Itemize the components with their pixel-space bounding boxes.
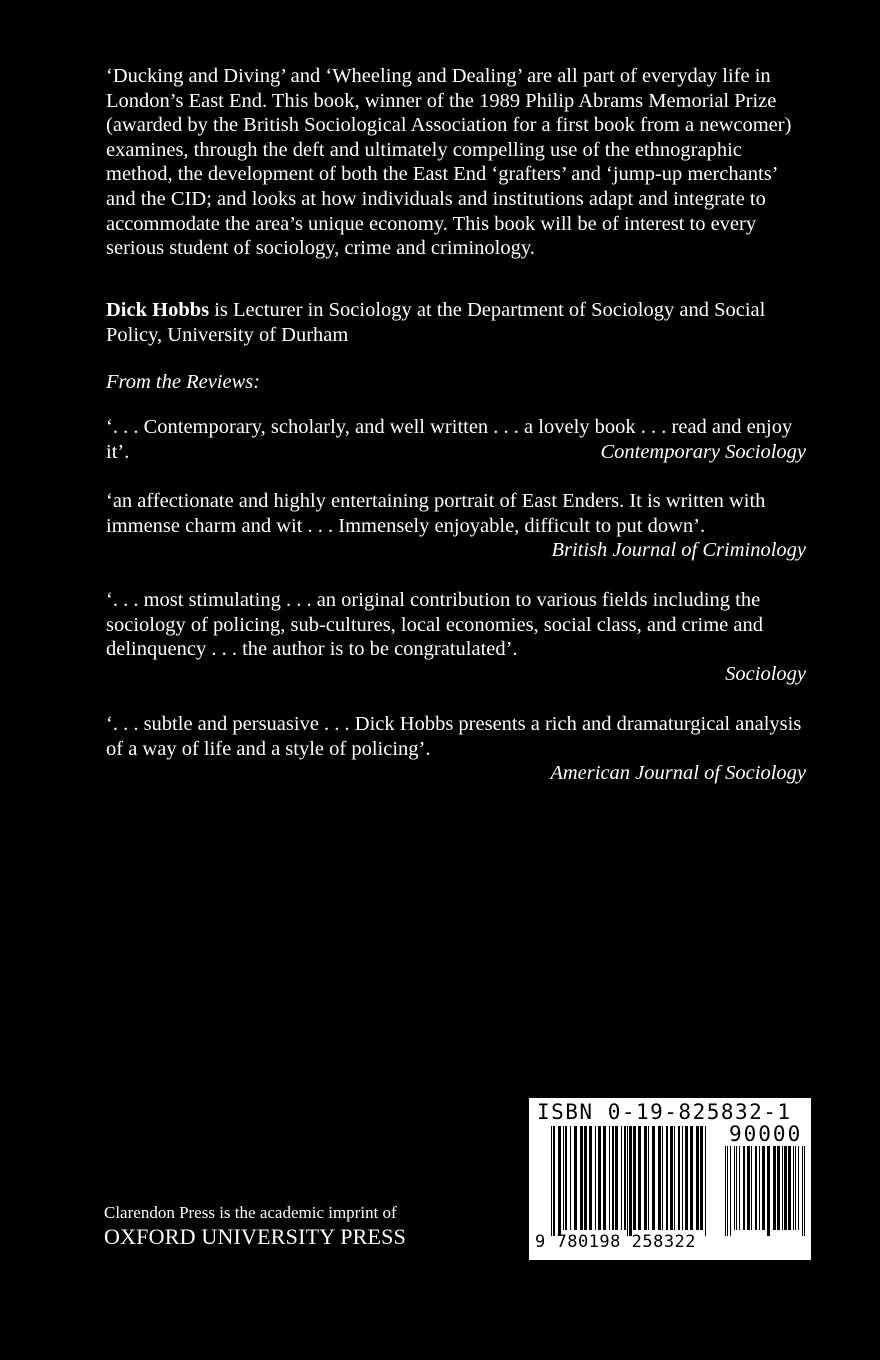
- author-bio: [106, 298, 806, 347]
- barcode-bar: [793, 1146, 794, 1230]
- barcode-bar: [615, 1126, 618, 1230]
- barcode-bar: [727, 1146, 728, 1236]
- barcode-bar: [621, 1126, 622, 1230]
- barcode-bar: [563, 1126, 564, 1230]
- barcode-bar: [658, 1126, 661, 1230]
- isbn-label: ISBN 0-19-825832-1: [537, 1100, 792, 1124]
- review-3: [106, 588, 806, 686]
- barcode-bar: [652, 1126, 655, 1230]
- barcode-bar: [747, 1146, 750, 1230]
- barcode-bar: [624, 1126, 626, 1230]
- review-source: British Journal of Criminology: [551, 539, 806, 562]
- barcode-bar: [751, 1146, 752, 1230]
- barcode-bar: [674, 1126, 675, 1230]
- imprint-line: Clarendon Press is the academic imprint of: [104, 1203, 397, 1222]
- barcode-bar: [773, 1146, 776, 1230]
- review-source: Contemporary Sociology: [600, 440, 806, 463]
- review-1: [106, 415, 806, 464]
- ean-number: 9 780198 258322: [535, 1232, 697, 1252]
- barcode-bar: [755, 1146, 757, 1230]
- review-quote: ‘. . . Contemporary, scholarly, and well written . . . a lovely book . . . read and enjoy it’.: [106, 416, 793, 463]
- author-bio-text: is Lecturer in Sociology at the Department of Sociology and Social Policy, University of Durham: [106, 299, 766, 346]
- barcode-bar: [662, 1126, 663, 1230]
- barcode-bar: [690, 1126, 693, 1230]
- review-quote: ‘. . . subtle and persuasive . . . Dick Hobbs presents a rich and dramaturgical analysis of a way of life and a style of policing’.: [106, 713, 802, 760]
- barcode-bar: [551, 1126, 552, 1236]
- barcode-bar: [670, 1126, 673, 1230]
- barcode-bar: [629, 1126, 632, 1236]
- barcode-bar: [633, 1126, 636, 1230]
- review-4: [106, 712, 806, 786]
- barcode-bar: [638, 1126, 641, 1230]
- barcode-bar: [609, 1126, 610, 1230]
- barcode-box: [529, 1098, 811, 1260]
- barcode-bar: [595, 1126, 596, 1230]
- barcode-bar: [700, 1126, 703, 1230]
- barcode-bar: [705, 1126, 706, 1236]
- ean-bars: [551, 1126, 706, 1236]
- barcode-bar: [804, 1146, 805, 1236]
- barcode-bar: [730, 1146, 731, 1236]
- barcode-bar: [743, 1146, 745, 1230]
- barcode-bar: [574, 1126, 577, 1230]
- barcode-bar: [759, 1146, 760, 1230]
- barcode-bar: [762, 1146, 765, 1230]
- barcode-bar: [553, 1126, 555, 1236]
- barcode-bar: [648, 1126, 649, 1230]
- blurb-paragraph: ‘Ducking and Diving’ and ‘Wheeling and Dealing’ are all part of everyday life in London’s East End. This book, winner of the 1989 Philip Abrams Memorial Prize (awarded by the British Sociological Association for a first book from a newcomer) examines, through the deft and ultimately compelling use of the ethnographic method, the development of both the East End ‘grafters’ and ‘jump-up merchants’ and the CID; and looks at how individuals and institutions adapt and integrate to accommodate the area’s unique economy. This book will be of interest to every serious student of sociology, crime and criminology.: [106, 65, 792, 260]
- barcode-bar: [685, 1126, 688, 1230]
- review-quote: ‘. . . most stimulating . . . an original contribution to various fields including the sociology of policing, sub-cultures, local economies, social class, and crime and delinquency . . . the author is to be congratulated’.: [106, 589, 763, 661]
- barcode-bar: [627, 1126, 628, 1236]
- barcode-bar: [784, 1146, 787, 1230]
- barcode-bar: [736, 1146, 737, 1230]
- barcode-bar: [788, 1146, 791, 1230]
- barcode-bar: [580, 1126, 583, 1230]
- barcode-bar: [565, 1126, 567, 1230]
- barcode-bar: [777, 1146, 780, 1230]
- publisher-name: OXFORD UNIVERSITY PRESS: [104, 1224, 407, 1249]
- review-source: American Journal of Sociology: [550, 762, 806, 785]
- barcode-bar: [682, 1126, 683, 1230]
- barcode-bar: [795, 1146, 796, 1230]
- barcode-bar: [644, 1126, 647, 1230]
- review-2: [106, 489, 806, 563]
- barcode-bar: [584, 1126, 587, 1230]
- barcode-bar: [739, 1146, 740, 1230]
- review-quote: ‘an affectionate and highly entertaining portrait of East Enders. It is written with immense charm and wit . . . Immensely enjoyable, difficult to put down’.: [106, 490, 766, 537]
- barcode-bar: [798, 1146, 799, 1230]
- barcode-bar: [589, 1126, 592, 1230]
- barcode-bar: [725, 1146, 726, 1236]
- publisher-imprint: [104, 1202, 406, 1250]
- barcode-bar: [734, 1146, 735, 1230]
- addon-bars: [725, 1146, 805, 1236]
- barcode-bar: [603, 1126, 606, 1230]
- reviews-heading: From the Reviews:: [106, 371, 261, 393]
- barcode-bar: [696, 1126, 699, 1230]
- price-code: 90000: [729, 1122, 803, 1146]
- barcode-bar: [666, 1126, 668, 1230]
- barcode-bar: [612, 1126, 614, 1230]
- barcode-bar: [767, 1146, 770, 1236]
- barcode-bar: [598, 1126, 601, 1230]
- barcode-bar: [802, 1146, 803, 1236]
- barcode-bar: [678, 1126, 680, 1230]
- barcode-bar: [782, 1146, 783, 1230]
- barcode-bar: [570, 1126, 571, 1230]
- barcode-bar: [558, 1126, 561, 1236]
- author-name: Dick Hobbs: [106, 299, 210, 321]
- review-source: Sociology: [725, 662, 806, 685]
